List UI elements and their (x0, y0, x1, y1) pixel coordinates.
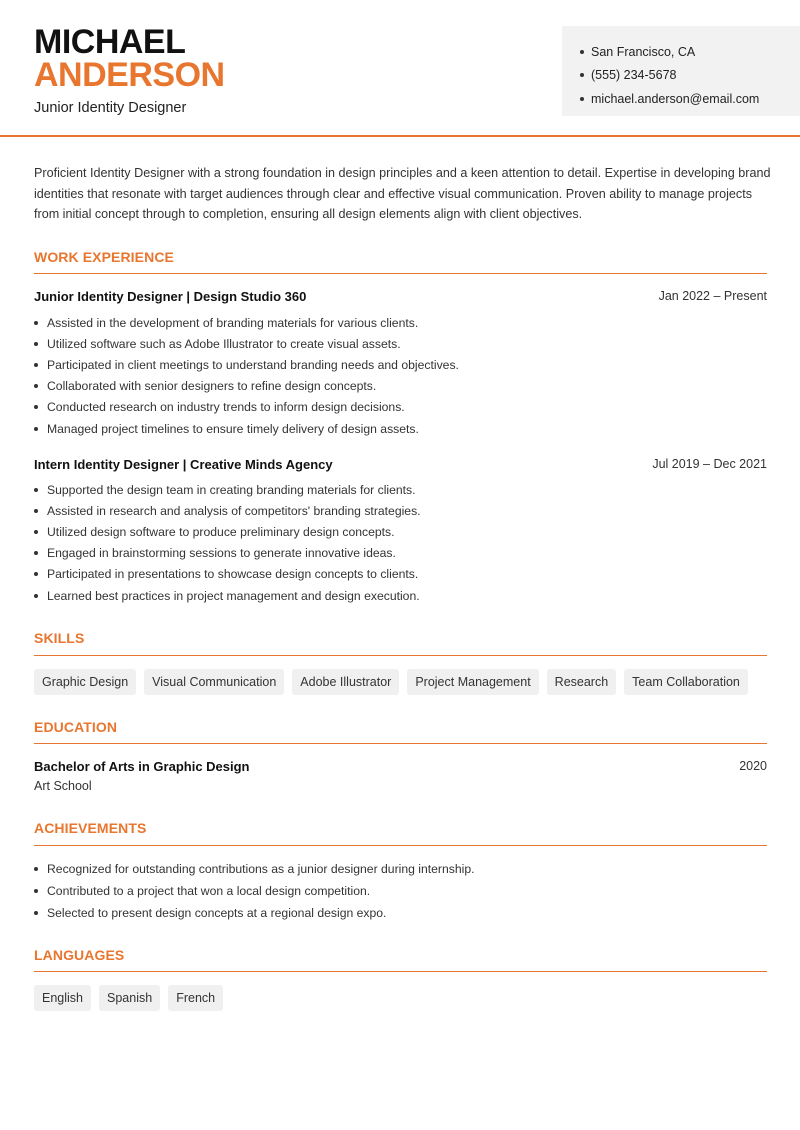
list-item (34, 585, 774, 606)
list-item (34, 312, 774, 333)
bullet-icon (34, 551, 38, 555)
education-year: 2020 (739, 759, 767, 773)
section-divider (34, 845, 767, 846)
skill-chip: Project Management (407, 669, 538, 695)
list-item-text: Participated in presentations to showcase design concepts to clients. (47, 567, 419, 582)
list-item-text: Managed project timelines to ensure timely delivery of design assets. (47, 421, 419, 436)
job-title: Intern Identity Designer | Creative Minds Agency (34, 457, 333, 472)
contact-phone (580, 64, 800, 88)
list-item (34, 418, 774, 439)
list-item-text: Utilized design software to produce preliminary design concepts. (47, 524, 395, 539)
skill-chip: Adobe Illustrator (292, 669, 399, 695)
list-item (34, 397, 774, 418)
bullet-icon (34, 427, 38, 431)
skill-chip: Graphic Design (34, 669, 136, 695)
bullet-icon (34, 321, 38, 325)
list-item (34, 376, 774, 397)
list-item (34, 543, 774, 564)
list-item-text: Supported the design team in creating branding materials for clients. (47, 482, 416, 497)
bullet-icon (34, 572, 38, 576)
list-item-text: Learned best practices in project management and design execution. (47, 588, 420, 603)
section-title-skills: SKILLS (34, 630, 85, 646)
job-title: Junior Identity Designer | Design Studio 360 (34, 289, 307, 304)
skill-chip: Team Collaboration (624, 669, 748, 695)
list-item (34, 333, 774, 354)
bullet-icon (34, 488, 38, 492)
list-item-text: Assisted in research and analysis of competitors' branding strategies. (47, 503, 421, 518)
list-item-text: Selected to present design concepts at a regional design expo. (47, 906, 387, 920)
section-title-languages: LANGUAGES (34, 947, 125, 963)
bullet-icon (580, 73, 584, 77)
list-item (34, 564, 774, 585)
skill-chip: Visual Communication (144, 669, 284, 695)
list-item (34, 858, 774, 880)
list-item (34, 902, 774, 924)
list-item-text: Participated in client meetings to understand branding needs and objectives. (47, 357, 459, 372)
languages-list (34, 985, 223, 1011)
bullet-icon (580, 97, 584, 101)
contact-location-text: San Francisco, CA (591, 44, 696, 59)
bullet-icon (34, 384, 38, 388)
bullet-icon (34, 509, 38, 513)
language-chip: English (34, 985, 91, 1011)
job-dates: Jan 2022 – Present (658, 289, 767, 303)
contact-location (580, 40, 800, 64)
job-bullets (34, 312, 774, 439)
education-degree: Bachelor of Arts in Graphic Design (34, 759, 250, 774)
list-item (34, 521, 774, 542)
section-title-work: WORK EXPERIENCE (34, 249, 174, 265)
language-chip: Spanish (99, 985, 160, 1011)
contact-email-text: michael.anderson@email.com (591, 91, 760, 106)
list-item (34, 479, 774, 500)
contact-box (562, 26, 800, 116)
section-divider (34, 743, 767, 744)
bullet-icon (34, 363, 38, 367)
bullet-icon (34, 889, 38, 893)
contact-email (580, 87, 800, 111)
section-title-education: EDUCATION (34, 719, 118, 735)
list-item-text: Recognized for outstanding contributions as a junior designer during internship. (47, 862, 475, 876)
job-dates: Jul 2019 – Dec 2021 (652, 457, 767, 471)
list-item (34, 880, 774, 902)
contact-phone-text: (555) 234-5678 (591, 68, 677, 83)
section-title-achievements: ACHIEVEMENTS (34, 820, 147, 836)
bullet-icon (34, 911, 38, 915)
skill-chip: Research (547, 669, 617, 695)
bullet-icon (34, 342, 38, 346)
list-item (34, 354, 774, 375)
resume-header (0, 0, 800, 137)
profile-summary: Proficient Identity Designer with a strong foundation in design principles and a keen attention to detail. Expertise in developing brand identities that resonate with target audiences through clear and effective visual communication. Proven ability to manage projects from initial concept through to completion, ensuring all design elements align with client objectives. (34, 166, 771, 222)
list-item-text: Conducted research on industry trends to inform design decisions. (47, 400, 405, 415)
achievements-list (34, 858, 774, 924)
list-item-text: Utilized software such as Adobe Illustrator to create visual assets. (47, 336, 401, 351)
list-item (34, 500, 774, 521)
section-divider (34, 971, 767, 972)
job-bullets (34, 479, 774, 606)
list-item-text: Assisted in the development of branding materials for various clients. (47, 315, 419, 330)
section-divider (34, 655, 767, 656)
bullet-icon (34, 530, 38, 534)
education-school: Art School (34, 779, 92, 793)
skills-list (34, 669, 748, 695)
language-chip: French (168, 985, 223, 1011)
last-name: ANDERSON (34, 56, 225, 94)
list-item-text: Contributed to a project that won a local design competition. (47, 884, 371, 898)
bullet-icon (34, 405, 38, 409)
list-item-text: Engaged in brainstorming sessions to generate innovative ideas. (47, 546, 396, 561)
bullet-icon (580, 50, 584, 54)
bullet-icon (34, 594, 38, 598)
section-divider (34, 273, 767, 274)
job-role: Junior Identity Designer (34, 100, 187, 116)
bullet-icon (34, 867, 38, 871)
list-item-text: Collaborated with senior designers to refine design concepts. (47, 379, 377, 394)
first-name: MICHAEL (34, 23, 186, 61)
